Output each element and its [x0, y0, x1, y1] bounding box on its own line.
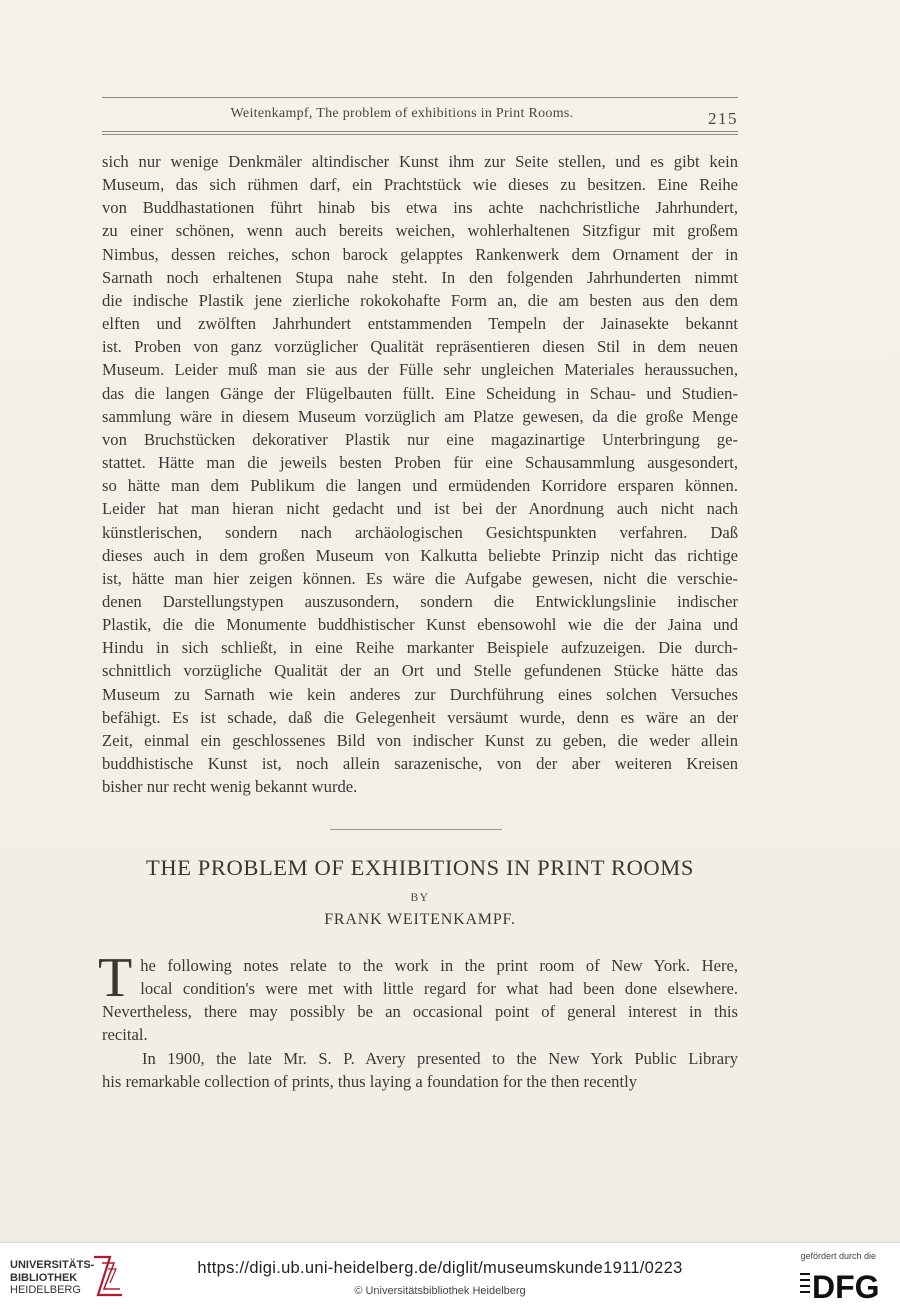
english-paragraph-2	[102, 1047, 738, 1093]
ub-heidelberg-logo-text[interactable]	[10, 1259, 94, 1297]
drop-cap: T	[98, 947, 133, 1009]
text-line: das die langen Gänge der Flügelbauten füllt. Eine Scheidung in Schau- und Studien-	[102, 383, 738, 403]
text-line: elften und zwölften Jahrhundert entstammenden Tempeln der Jainasekte bekannt	[102, 314, 738, 334]
text-line: dieses auch in dem großen Museum von Kalkutta beliebte Prinzip nicht das richtige	[102, 545, 738, 565]
text-line: his remarkable collection of prints, thus laying a foundation for the then recently	[102, 1071, 637, 1091]
text-line: Zeit, einmal ein geschlossenes Bild von indischer Kunst zu geben, die weder allein	[102, 730, 738, 750]
text-line: Museum zu Sarnath wie kein anderes zur Durchführung eines solchen Versuches	[102, 684, 738, 704]
text-line: von Bruchstücken dekorativer Plastik nur eine magazinartige Unterbringung ge-	[102, 429, 738, 449]
text-line: ist. Proben von ganz vorzüglicher Qualität repräsentieren diesen Stil in dem neuen	[102, 337, 738, 357]
dfg-logo-icon[interactable]	[800, 1263, 886, 1303]
section-divider	[330, 829, 502, 830]
running-title: Weitenkampf, The problem of exhibitions in Print Rooms.	[230, 106, 574, 121]
text-line: die indische Plastik jene zierliche rokokohafte Form an, die am besten aus den dem	[102, 290, 738, 310]
text-line: stattet. Hätte man die jeweils besten Proben für eine Schausammlung ausgesondert,	[102, 453, 738, 473]
header-rule-top	[102, 97, 738, 98]
text-line: so hätte man dem Publikum die langen und ermüdenden Korridore ersparen können.	[102, 476, 738, 496]
footer-bar	[0, 1242, 900, 1309]
text-line: bisher nur recht wenig bekannt wurde.	[102, 777, 358, 797]
text-line: ist, hätte man hier zeigen können. Es wäre die Aufgabe gewesen, nicht die verschie-	[102, 568, 738, 588]
text-line: buddhistische Kunst ist, noch allein sarazenische, von der aber weiteren Kreisen	[102, 754, 738, 774]
text-line: In 1900, the late Mr. S. P. Avery presented to the New York Public Library	[142, 1048, 738, 1068]
text-line: Museum, das sich rühmen darf, ein Prachtstück wie dieses zu besitzen. Eine Reihe	[102, 175, 738, 195]
header-rule-double	[102, 131, 738, 135]
text-line: he following notes relate to the work in the print room of New York. Here,	[140, 956, 738, 975]
text-line: künstlerischen, sondern nach archäologischen Gesichtspunkten verfahren. Daß	[102, 522, 738, 542]
text-line: recital.	[102, 1025, 148, 1045]
article-byline: BY	[410, 892, 430, 904]
text-line: befähigt. Es ist schade, daß die Gelegenheit versäumt wurde, denn es wäre an der	[102, 707, 738, 727]
text-line: sammlung wäre in diesem Museum vorzüglich am Platze gewesen, da die große Menge	[102, 406, 738, 426]
article-author: FRANK WEITENKAMPF.	[324, 911, 516, 928]
text-line: sich nur wenige Denkmäler altindischer Kunst ihm zur Seite stellen, und es gibt kein	[102, 152, 738, 171]
permalink-url[interactable]: https://digi.ub.uni-heidelberg.de/diglit/museumskunde1911/0223	[197, 1259, 683, 1277]
text-line: denen Darstellungstypen auszusondern, sondern die Entwicklungslinie indischer	[102, 591, 738, 611]
text-line: zu einer schönen, wenn auch bereits weichen, wohlerhaltenen Sitzfigur mit großem	[102, 221, 738, 241]
text-line: Hindu in sich schließt, in eine Reihe markanter Beispiele aufzuzeigen. Die durch-	[102, 638, 738, 658]
library-name-line-2: BIBLIOTHEK	[10, 1271, 78, 1284]
ub-heidelberg-emblem-icon[interactable]	[88, 1253, 128, 1299]
text-line: Nimbus, dessen reiches, schon barock gelapptes Rankenwerk dem Ornament der in	[102, 244, 738, 264]
library-name-line-1: UNIVERSITÄTS-	[10, 1259, 95, 1271]
text-line: von Buddhastationen führt hinab bis etwa ins achte nachchristliche Jahrhundert,	[102, 198, 738, 218]
page-number: 215	[708, 109, 738, 128]
paragraph-1-lines	[102, 954, 738, 1047]
funding-note: gefördert durch die	[800, 1251, 876, 1261]
english-text	[98, 947, 738, 1093]
english-paragraph-1	[98, 947, 738, 1047]
text-line: Nevertheless, there may possibly be an occasional point of general interest in this	[102, 1002, 738, 1022]
text-line: Leider hat man hieran nicht gedacht und ist bei der Anordnung auch nicht nach	[102, 499, 738, 519]
library-name-line-3: HEIDELBERG	[10, 1284, 81, 1296]
dfg-logo-text: DFG	[812, 1269, 880, 1303]
text-line: Plastik, die die Monumente buddhistischer Kunst ebensowohl wie die der Jaina und	[102, 615, 738, 635]
copyright-notice: © Universitätsbibliothek Heidelberg	[354, 1285, 526, 1297]
text-line: Museum. Leider muß man sie aus der Fülle sehr ungleichen Materiales heraussuchen,	[102, 360, 738, 380]
text-line: local condition's were met with little regard for what had been done elsewhere.	[140, 979, 738, 999]
article-title: THE PROBLEM OF EXHIBITIONS IN PRINT ROOMS	[146, 855, 694, 880]
german-paragraph	[102, 150, 738, 798]
text-line: Sarnath noch erhaltenen Stupa nahe steht. In den folgenden Jahrhunderten nimmt	[102, 267, 738, 287]
text-line: schnittlich vorzügliche Qualität der an Ort und Stelle gefundenen Stücke hätte das	[102, 661, 738, 681]
